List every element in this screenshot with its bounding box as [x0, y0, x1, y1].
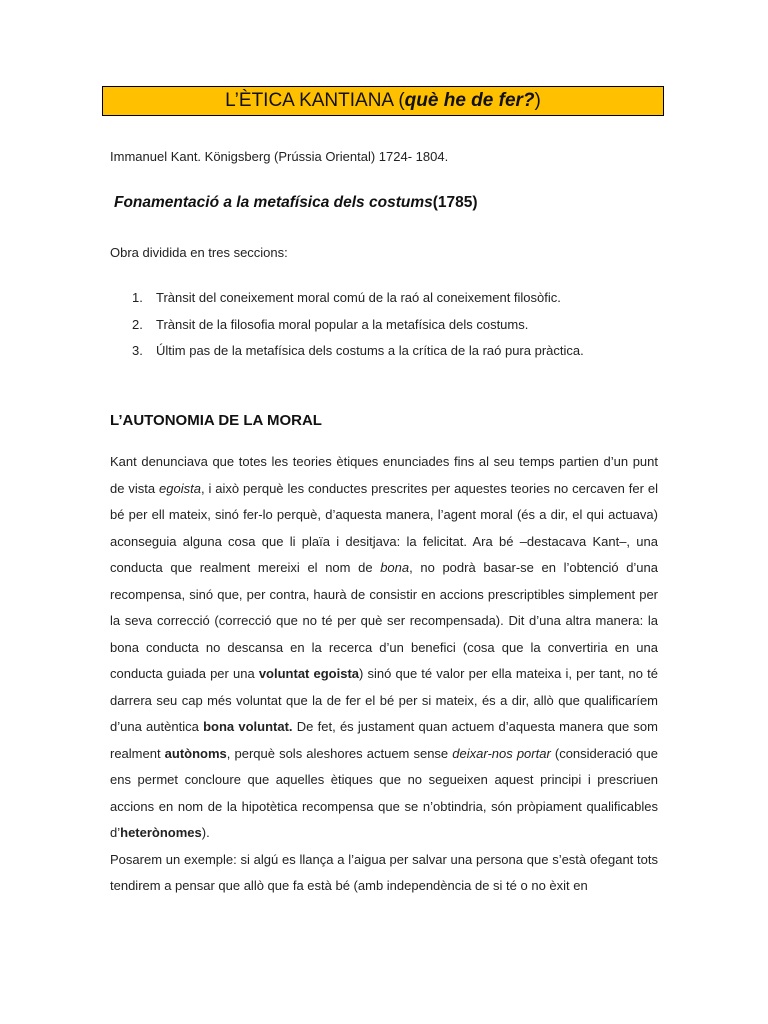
- sections-list: [110, 290, 584, 370]
- intro-line: Obra dividida en tres seccions:: [110, 245, 288, 260]
- list-text: Últim pas de la metafísica dels costums a la crítica de la raó pura pràctica.: [156, 343, 584, 358]
- bold-bona-voluntat: bona voluntat.: [203, 719, 293, 734]
- list-item: [110, 343, 584, 370]
- work-heading: [114, 194, 478, 212]
- text-span: ).: [201, 825, 210, 840]
- emphasis-egoista: egoista: [159, 480, 201, 496]
- list-item: [110, 290, 584, 317]
- list-number: 2.: [132, 316, 143, 332]
- list-text: Trànsit del coneixement moral comú de la raó al coneixement filosòfic.: [156, 290, 561, 305]
- text-span: , no podrà basar-se en l’obtenció d’una recompensa, sinó que, per contra, haurà de consistir en accions prescriptibles simplement per la seva correcció (correcció que no té per què ser recompensada). Dit d’una altra manera: la bona conducta no descansa en la recerca d’un benefici (cosa que la convertiria en una conducta guiada per una: [110, 560, 658, 681]
- text-span: , perquè sols aleshores actuem sense: [226, 745, 453, 761]
- bold-voluntat-egoista: voluntat egoista: [258, 666, 360, 681]
- bold-autonoms: autònoms: [164, 745, 227, 761]
- list-number: 1.: [132, 290, 143, 305]
- paragraph-2: Posarem un exemple: si algú es llança a l’aigua per salvar una persona que s’està ofegant tots tendirem a pensar que allò que fa està bé (amb independència de si té o no èxit en: [110, 851, 658, 893]
- section-heading: L’AUTONOMIA DE LA MORAL: [110, 412, 322, 429]
- body-text: [110, 449, 658, 900]
- text-span: ) sinó que té valor per ella mateixa i, per tant, no té darrera seu cap més voluntat que la de fer el bé per si mateix, és a dir, allò que qualificaríem d’una autèntica: [110, 666, 658, 734]
- text-span: (consideració que ens permet concloure que aquelles ètiques que no segueixen aquest principi i prescriuen accions en nom de la hipotètica recompensa que se n’obtindria, són pròpiament qualificables d’: [110, 745, 658, 840]
- text-span: Kant denunciava que totes les teories ètiques enunciades fins al seu temps partien d’un punt de vista: [110, 454, 658, 496]
- list-text: Trànsit de la filosofia moral popular a la metafísica dels costums.: [156, 316, 529, 332]
- page-title: [102, 86, 664, 116]
- emphasis-deixar-nos-portar: deixar-nos portar: [452, 745, 551, 761]
- list-item: [110, 317, 584, 344]
- paragraph-1: [110, 449, 658, 847]
- work-title: Fonamentació a la metafísica dels costums: [114, 194, 433, 211]
- text-span: De fet, és justament quan actuem d’aquesta manera que som realment: [110, 719, 658, 761]
- emphasis-bona: bona: [380, 560, 410, 575]
- bold-heteronomes: heterònomes: [120, 825, 202, 840]
- title-italic: què he de fer?: [404, 90, 535, 111]
- author-line: Immanuel Kant. Königsberg (Prússia Oriental) 1724- 1804.: [110, 149, 449, 164]
- title-main: L’ÈTICA KANTIANA (: [225, 90, 405, 111]
- text-span: , i això perquè les conductes prescrites per aquestes teories no cercaven fer el bé per ell mateix, sinó fer-lo perquè, d’aquesta manera, l’agent moral (és a dir, el qui actuava) aconseguia alguna cosa que li plaïa i desitjava: la felicitat. Ara bé –destacava Kant–, una conducta que realment mereixi el nom de: [110, 480, 658, 575]
- list-number: 3.: [132, 343, 143, 358]
- work-year: (1785): [432, 194, 478, 211]
- title-close: ): [534, 90, 541, 111]
